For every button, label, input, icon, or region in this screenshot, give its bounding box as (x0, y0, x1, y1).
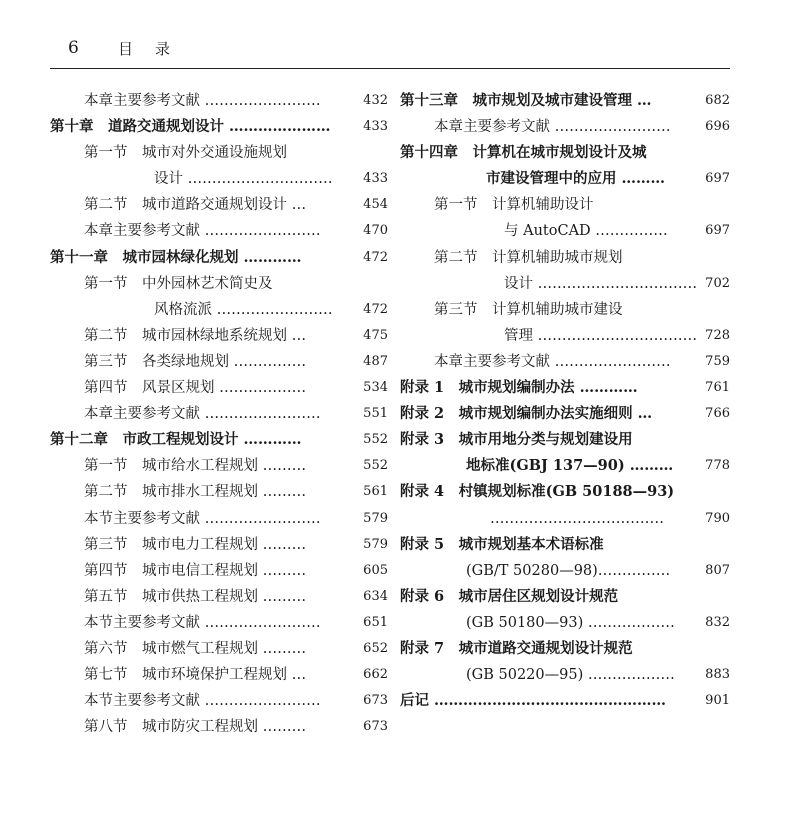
header-rule (50, 68, 730, 69)
toc-entry-page: 472 (363, 301, 388, 317)
toc-entry-page: 696 (705, 119, 730, 135)
toc-entry (400, 245, 730, 271)
toc-entry (400, 506, 730, 532)
toc-entry (50, 114, 388, 140)
toc-entry-page: 433 (363, 119, 388, 135)
toc-entry (50, 401, 388, 427)
toc-entry-title: 第十一章 城市园林绿化规划 ………… (50, 248, 302, 266)
toc-entry (400, 610, 730, 636)
toc-entry-title: 市建设管理中的应用 ……… (486, 170, 666, 188)
toc-entry-title: 第一节 中外园林艺术简史及 (84, 275, 273, 292)
toc-entry-title: 附录 3 城市用地分类与规划建设用 (400, 431, 633, 449)
toc-entry-title: 附录 1 城市规划编制办法 ………… (400, 379, 638, 397)
toc-entry-title: 本章主要参考文献 …………………… (434, 353, 671, 370)
toc-entry-page: 487 (363, 353, 388, 369)
toc-entry-page: 662 (363, 667, 388, 683)
toc-entry (400, 688, 730, 714)
toc-entry-title: 附录 6 城市居住区规划设计规范 (400, 587, 619, 605)
toc-entry-title: 第四节 城市电信工程规划 ……… (84, 562, 307, 579)
toc-entry (400, 479, 730, 505)
toc-entry (50, 88, 388, 114)
toc-entry (400, 192, 730, 218)
toc-entry-title: (GB/T 50280—98)…………… (466, 562, 671, 579)
toc-entry-page: 561 (363, 484, 388, 500)
toc-entry-page: 552 (363, 458, 388, 474)
toc-entry-title: 本章主要参考文献 …………………… (84, 406, 321, 423)
toc-entry-title: 设计 …………………………… (504, 275, 698, 292)
page-header (0, 0, 802, 70)
toc-entry (400, 662, 730, 688)
toc-entry-title: 第十章 道路交通规划设计 ………………… (50, 118, 331, 136)
toc-entry (50, 636, 388, 662)
toc-entry-title: 第三节 各类绿地规划 …………… (84, 353, 307, 370)
toc-entry-title: 第六节 城市燃气工程规划 ……… (84, 640, 307, 657)
toc-entry-title: 后记 ………………………………………… (400, 692, 667, 710)
toc-entry-title: 第二节 城市排水工程规划 ……… (84, 484, 307, 501)
toc-entry (50, 662, 388, 688)
toc-entry (50, 688, 388, 714)
toc-entry (50, 453, 388, 479)
toc-entry-title: 风格流派 …………………… (154, 301, 333, 318)
toc-entry-title: 与 AutoCAD …………… (504, 223, 668, 240)
toc-entry (50, 506, 388, 532)
toc-entry-title: (GB 50180—93) ……………… (466, 614, 675, 631)
toc-entry (50, 375, 388, 401)
toc-entry (400, 140, 730, 166)
toc-entry (50, 714, 388, 740)
toc-entry-page: 697 (705, 223, 730, 239)
toc-entry (50, 297, 388, 323)
toc-entry-title: 第五节 城市供热工程规划 ……… (84, 588, 307, 605)
toc-entry-page: 673 (363, 719, 388, 735)
toc-entry-title: 地标准(GBJ 137—90) ……… (466, 457, 674, 475)
toc-entry-title: 管理 …………………………… (504, 327, 698, 344)
toc-entry-page: 454 (363, 197, 388, 213)
toc-entry (50, 584, 388, 610)
toc-entry-page: 652 (363, 640, 388, 656)
toc-entry-page: 807 (705, 562, 730, 578)
toc-entry-page: 901 (705, 693, 730, 709)
toc-entry-page: 634 (363, 588, 388, 604)
toc-entry (400, 218, 730, 244)
toc-entry-page: 673 (363, 693, 388, 709)
toc-entry-title: 第一节 城市对外交通设施规划 (84, 145, 287, 162)
toc-entry-title: 第七节 城市环境保护工程规划 … (84, 667, 307, 684)
toc-entry-page: 551 (363, 406, 388, 422)
toc-entry (400, 88, 730, 114)
toc-entry (400, 297, 730, 323)
toc-entry-page: 728 (705, 327, 730, 343)
toc-entry-page: 778 (705, 458, 730, 474)
toc-entry-title: 第二节 计算机辅助城市规划 (434, 249, 623, 266)
toc-entry-page: 790 (705, 510, 730, 526)
toc-entry-page: 682 (705, 93, 730, 108)
toc-entry-title: (GB 50220—95) ……………… (466, 667, 675, 684)
toc-entry-page: 432 (363, 93, 388, 108)
toc-entry-title: 第三节 计算机辅助城市建设 (434, 301, 623, 318)
toc-left-column (50, 88, 388, 740)
toc-entry (400, 271, 730, 297)
toc-entry-title: 第二节 城市道路交通规划设计 … (84, 197, 307, 214)
toc-entry-title: ……………………………… (490, 510, 664, 527)
page-number: 6 (68, 38, 79, 58)
toc-entry-title: 第三节 城市电力工程规划 ……… (84, 536, 307, 553)
toc-entry-title: 本节主要参考文献 …………………… (84, 510, 321, 527)
toc-entry-title: 本节主要参考文献 …………………… (84, 693, 321, 710)
toc-entry (400, 114, 730, 140)
toc-entry-title: 附录 5 城市规划基本术语标准 (400, 535, 604, 553)
toc-entry-title: 第一节 城市给水工程规划 ……… (84, 458, 307, 475)
toc-entry (50, 349, 388, 375)
toc-entry-page: 552 (363, 432, 388, 448)
toc-entry (400, 349, 730, 375)
toc-entry-page: 472 (363, 249, 388, 265)
toc-entry (50, 140, 388, 166)
toc-entry (50, 479, 388, 505)
toc-entry (400, 166, 730, 192)
toc-entry (50, 192, 388, 218)
toc-entry-title: 第四节 风景区规划 ……………… (84, 380, 307, 397)
toc-entry (50, 166, 388, 192)
toc-entry-title: 附录 7 城市道路交通规划设计规范 (400, 639, 633, 657)
toc-entry-page: 702 (705, 275, 730, 291)
toc-entry-page: 433 (363, 171, 388, 187)
toc-entry (50, 558, 388, 584)
toc-entry-page: 761 (705, 380, 730, 396)
toc-entry-page: 697 (705, 171, 730, 187)
toc-entry (400, 636, 730, 662)
toc-entry-title: 第十二章 市政工程规划设计 ………… (50, 431, 302, 449)
toc-entry-page: 759 (705, 353, 730, 369)
toc-entry-page: 832 (705, 614, 730, 630)
toc-entry-title: 本章主要参考文献 …………………… (84, 223, 321, 240)
toc-entry-title: 附录 2 城市规划编制办法实施细则 … (400, 405, 653, 423)
toc-entry (50, 427, 388, 453)
toc-entry-title: 本节主要参考文献 …………………… (84, 614, 321, 631)
toc-entry (400, 323, 730, 349)
running-title: 目录 (118, 40, 193, 58)
toc-entry (50, 532, 388, 558)
toc-entry (50, 245, 388, 271)
toc-entry-title: 第一节 计算机辅助设计 (434, 197, 594, 214)
toc-entry-title: 第十三章 城市规划及城市建设管理 … (400, 92, 652, 109)
toc-entry-title: 附录 4 村镇规划标准(GB 50188—93) (400, 483, 675, 501)
toc-entry (400, 401, 730, 427)
toc-entry (400, 558, 730, 584)
toc-entry (400, 453, 730, 479)
toc-entry (400, 427, 730, 453)
toc-entry-page: 605 (363, 562, 388, 578)
toc-entry-title: 第八节 城市防灾工程规划 ……… (84, 719, 307, 736)
toc-entry-page: 534 (363, 380, 388, 396)
toc-entry (50, 610, 388, 636)
toc-entry-page: 579 (363, 510, 388, 526)
toc-entry-title: 第十四章 计算机在城市规划设计及城 (400, 144, 647, 162)
toc-entry (400, 532, 730, 558)
toc-entry (400, 584, 730, 610)
toc-entry-title: 本章主要参考文献 …………………… (434, 119, 671, 136)
toc-entry-title: 本章主要参考文献 …………………… (84, 93, 321, 109)
toc-right-column (400, 88, 730, 714)
toc-entry-page: 883 (705, 667, 730, 683)
toc-entry-page: 470 (363, 223, 388, 239)
toc-entry (400, 375, 730, 401)
toc-entry-page: 651 (363, 614, 388, 630)
toc-entry-title: 设计 ………………………… (154, 171, 333, 188)
toc-entry (50, 271, 388, 297)
toc-entry-title: 第二节 城市园林绿地系统规划 … (84, 327, 307, 344)
toc-entry (50, 218, 388, 244)
toc-entry (50, 323, 388, 349)
toc-entry-page: 579 (363, 536, 388, 552)
toc-entry-page: 475 (363, 327, 388, 343)
toc-entry-page: 766 (705, 406, 730, 422)
